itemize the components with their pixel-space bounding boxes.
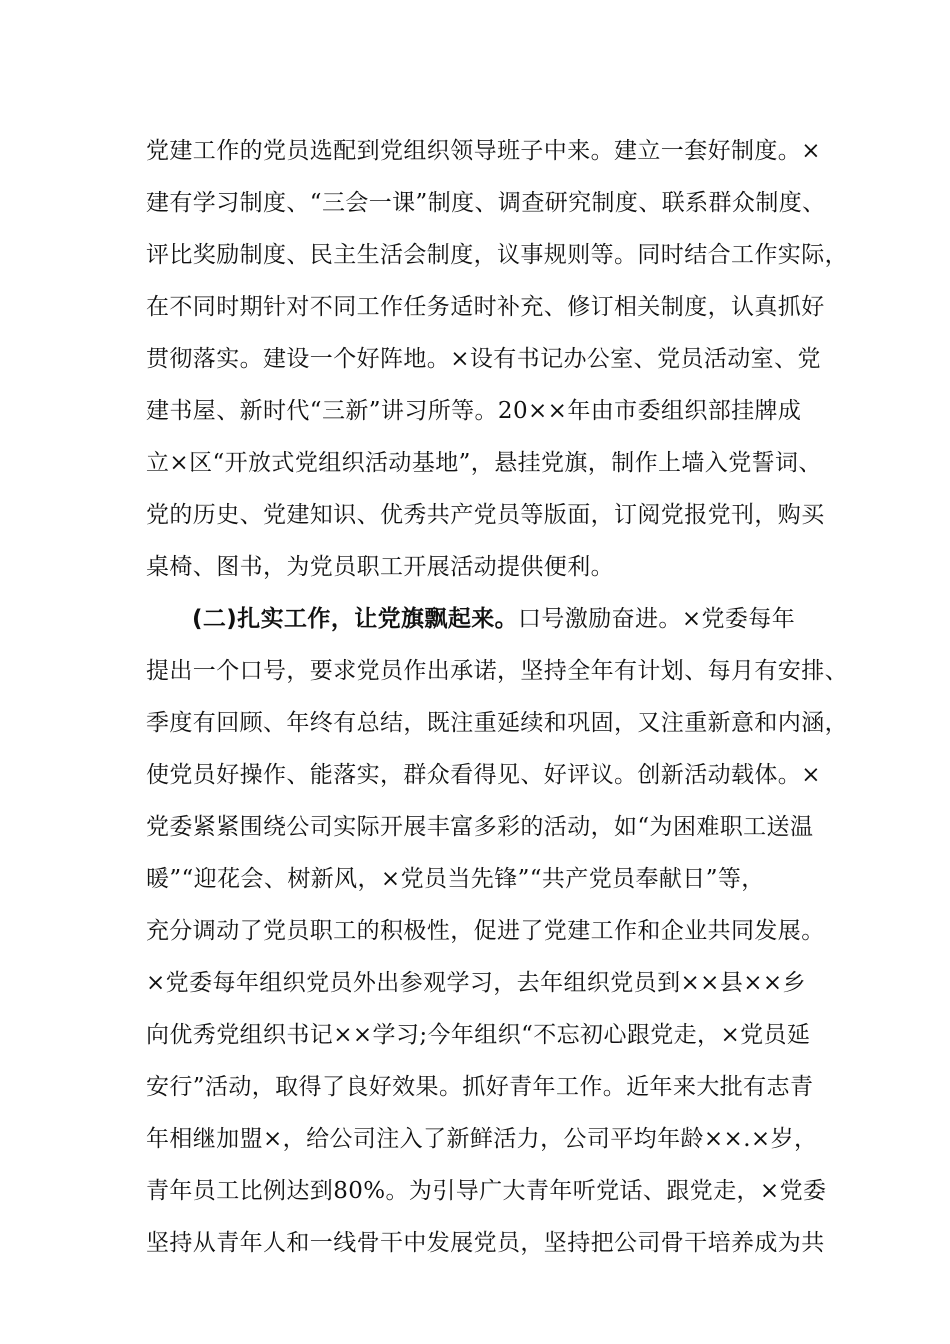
section-heading: (二)扎实工作，让党旗飘起来。 bbox=[192, 606, 519, 632]
text-line: 建书屋、新时代“三新”讲习所等。20××年由市委组织部挂牌成 bbox=[146, 398, 802, 424]
text-line: 建有学习制度、“三会一课”制度、调查研究制度、联系群众制度、 bbox=[146, 190, 826, 216]
text-line: 评比奖励制度、民主生活会制度，议事规则等。同时结合工作实际， bbox=[146, 242, 848, 268]
text-line: 暖”“迎花会、树新风，×党员当先锋”“共产党员奉献日”等， bbox=[146, 866, 765, 892]
text-line: 季度有回顾、年终有总结，既注重延续和巩固，又注重新意和内涵， bbox=[146, 710, 848, 736]
text-line: ×党委每年组织党员外出参观学习，去年组织党员到××县××乡 bbox=[146, 970, 806, 996]
text-line: 使党员好操作、能落实，群众看得见、好评议。创新活动载体。× bbox=[146, 762, 821, 788]
text-line: 立×区“开放式党组织活动基地”，悬挂党旗，制作上墙入党誓词、 bbox=[146, 450, 822, 476]
text-line: 党建工作的党员选配到党组织领导班子中来。建立一套好制度。× bbox=[146, 138, 821, 164]
text-line: 桌椅、图书，为党员职工开展活动提供便利。 bbox=[146, 554, 614, 580]
text-line: 党委紧紧围绕公司实际开展丰富多彩的活动，如“为困难职工送温 bbox=[146, 814, 814, 840]
text-line: 充分调动了党员职工的积极性，促进了党建工作和企业共同发展。 bbox=[146, 918, 825, 944]
text-line: 在不同时期针对不同工作任务适时补充、修订相关制度，认真抓好 bbox=[146, 294, 825, 320]
section-heading-rest: 口号激励奋进。×党委每年 bbox=[518, 606, 796, 632]
text-line: 党的历史、党建知识、优秀共产党员等版面，订阅党报党刊，购买 bbox=[146, 502, 825, 528]
section-heading-line bbox=[192, 604, 795, 634]
text-line: 青年员工比例达到80%。为引导广大青年听党话、跟党走，×党委 bbox=[146, 1178, 827, 1204]
text-line: 年相继加盟×，给公司注入了新鲜活力，公司平均年龄××.×岁， bbox=[146, 1126, 818, 1152]
text-line: 坚持从青年人和一线骨干中发展党员，坚持把公司骨干培养成为共 bbox=[146, 1230, 825, 1256]
text-line: 向优秀党组织书记××学习;今年组织“不忘初心跟党走，×党员延 bbox=[146, 1022, 811, 1048]
text-line: 提出一个口号，要求党员作出承诺，坚持全年有计划、每月有安排、 bbox=[146, 658, 848, 684]
text-line: 贯彻落实。建设一个好阵地。×设有书记办公室、党员活动室、党 bbox=[146, 346, 821, 372]
text-line: 安行”活动，取得了良好效果。抓好青年工作。近年来大批有志青 bbox=[146, 1074, 814, 1100]
